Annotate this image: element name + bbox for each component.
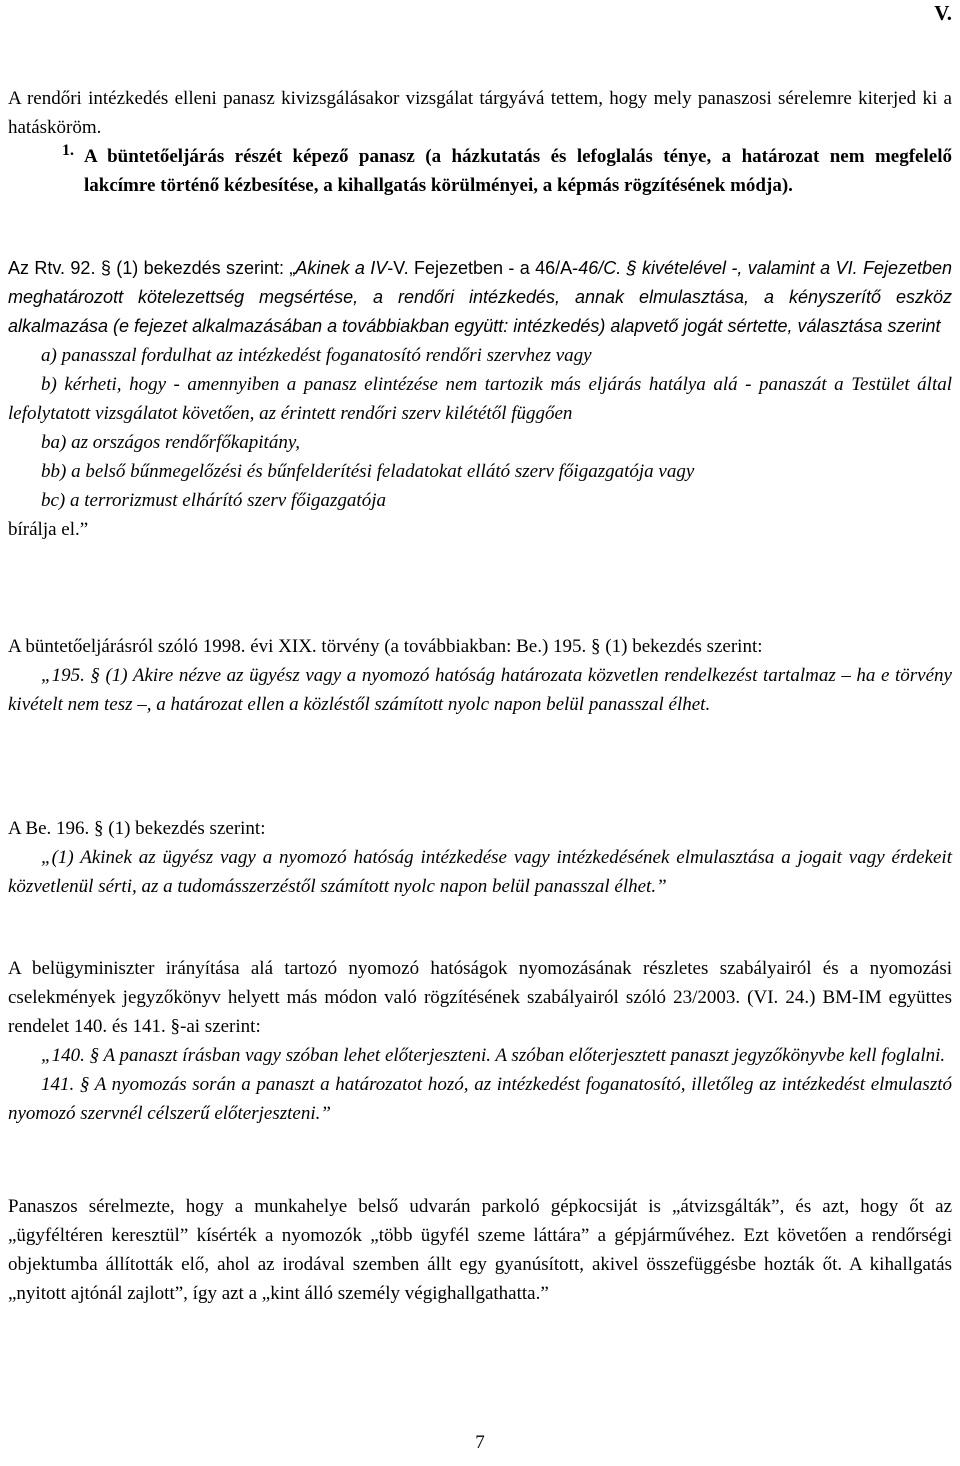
rtv-section <box>8 254 952 544</box>
intro-section <box>8 84 952 200</box>
be195-lead: A büntetőeljárásról szóló 1998. évi XIX. törvény (a továbbiakban: Be.) 195. § (1) bekezdés szerint: <box>8 636 763 657</box>
rtv-end: bírálja el.” <box>8 519 89 540</box>
bm-quote-140: „140. § A panaszt írásban vagy szóban lehet előterjeszteni. A szóban előterjesztett panaszt jegyzőkönyvbe kell foglalni. <box>41 1045 946 1066</box>
final-section <box>8 1192 952 1308</box>
intro-paragraph: A rendőri intézkedés elleni panasz kivizsgálásakor vizsgálat tárgyává tettem, hogy mely panaszosi sérelemre kiterjed ki a hatásköröm. <box>8 88 952 138</box>
be196-section <box>8 814 952 901</box>
be195-section <box>8 632 952 719</box>
final-paragraph: Panaszos sérelmezte, hogy a munkahelye belső udvarán parkoló gépkocsiját is „átvizsgálták”, és azt, hogy őt az „ügyféltéren keresztül” kísérték a nyomozók „több ügyfél szeme láttára” a gépjárművéhez. Ezt követően a rendőrségi objektumba állították elő, ahol az irodával szemben állt egy gyanúsított, akivel összefüggésbe hozták őt. A kihallgatás „nyitott ajtónál zajlott”, így azt a „kint álló személy végighallgathatta.” <box>8 1196 952 1304</box>
bm-quote-141: 141. § A nyomozás során a panaszt a határozatot hozó, az intézkedést foganatosító, illetőleg az intézkedést elmulasztó nyomozó szervnél célszerű előterjeszteni.” <box>8 1074 952 1124</box>
be195-quote: „195. § (1) Akire nézve az ügyész vagy a nyomozó hatóság határozata közvetlen rendelkezést tartalmaz – ha e törvény kivételt nem tesz –, a határozat ellen a közléstől számított nyolc napon belül panasszal élhet. <box>8 665 952 715</box>
bm-lead: A belügyminiszter irányítása alá tartozó nyomozó hatóságok nyomozásának részletes szabályairól és a nyomozási cselekmények jegyzőkönyv helyett más módon való rögzítésének szabályairól szóló 23/2003. (VI. 24.) BM-IM együttes rendelet 140. és 141. §-ai szerint: <box>8 958 952 1037</box>
be196-quote: „(1) Akinek az ügyész vagy a nyomozó hatóság intézkedése vagy intézkedésének elmulasztása a jogait vagy érdekeit közvetlenül sérti, az a tudomásszerzéstől számított nyolc napon belül panasszal élhet.” <box>8 847 952 897</box>
rtv-italic-a: Akinek a IV <box>295 258 388 278</box>
rtv-quote <box>8 254 952 341</box>
rtv-point-bc: bc) a terrorizmust elhárító szerv főigazgatója <box>41 490 386 511</box>
list-item-number: 1. <box>62 142 74 159</box>
rtv-point-ba: ba) az országos rendőrfőkapitány, <box>41 432 300 453</box>
be196-lead: A Be. 196. § (1) bekezdés szerint: <box>8 818 266 839</box>
rtv-mid: -V. Fejezetben - a 46/A- <box>387 258 579 278</box>
list-item-text: A büntetőeljárás részét képező panasz (a házkutatás és lefoglalás ténye, a határozat nem megfelelő lakcímre történő kézbesítése, a kihallgatás körülményei, a képmás rögzítésének módja). <box>84 146 952 196</box>
bm-section <box>8 954 952 1128</box>
page-number: 7 <box>475 1432 485 1453</box>
rtv-point-bb: bb) a belső bűnmegelőzési és bűnfelderítési feladatokat ellátó szerv főigazgatója vagy <box>41 461 695 482</box>
section-heading: V. <box>934 1 952 25</box>
rtv-italic-b: 46/C. § kivételével -, valamint a VI. Fejezetben meghatározott kötelezettség megsértése, a rendőri intézkedés, annak elmulasztása, a kényszerítő eszköz alkalmazása (e fejezet alkalmazásában a továbbiakban együtt: intézkedés) alapvető jogát sértette, választása szerint <box>8 258 953 336</box>
list-item-1 <box>8 142 952 200</box>
rtv-lead: Az Rtv. 92. § (1) bekezdés szerint: „ <box>8 258 296 278</box>
rtv-point-b: b) kérheti, hogy - amennyiben a panasz elintézése nem tartozik más eljárás hatálya alá - panaszát a Testület által lefolytatott vizsgálatot követően, az érintett rendőri szerv kilététől függően <box>8 374 952 424</box>
rtv-point-a: a) panasszal fordulhat az intézkedést foganatosító rendőri szervhez vagy <box>41 345 592 366</box>
